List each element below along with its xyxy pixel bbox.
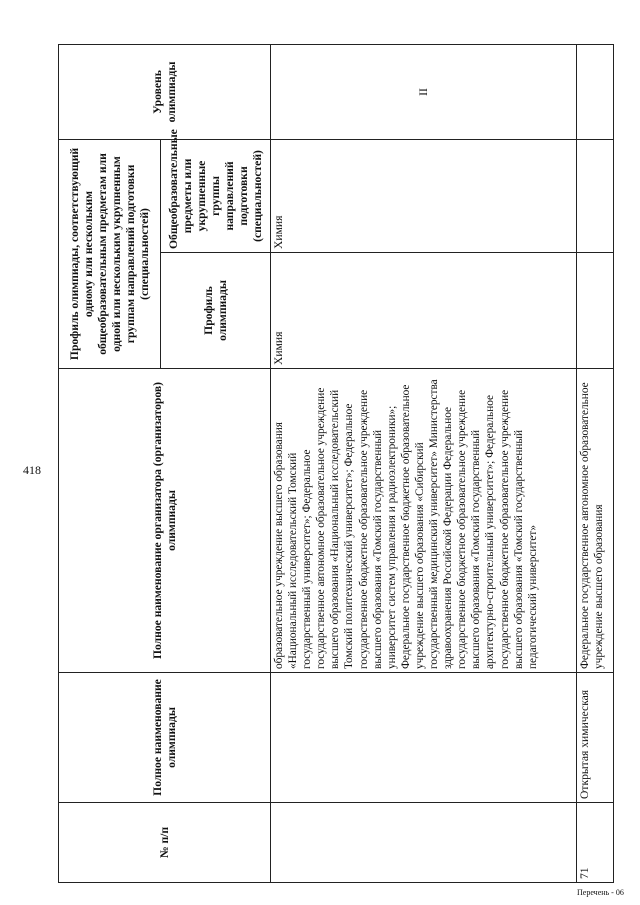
header-organizer: Полное наименование организатора (организаторов) олимпиады [59, 369, 271, 673]
header-level: Уровень олимпиады [59, 45, 271, 140]
header-subjects: Общеобразовательные предметы или укрупненные группы направлений подготовки (специальностей) [161, 140, 271, 253]
page-number: 418 [23, 463, 41, 477]
header-profile: Профиль олимпиады [161, 253, 271, 369]
header-profile-group: Профиль олимпиады, соответствующий одному или нескольким общеобразовательным предметам или одной или нескольким укрупненным группам направлений подготовки (специальностей) [59, 140, 161, 369]
row-num [271, 803, 577, 883]
row-num: 71 [577, 803, 614, 883]
row-organizer: образовательное учреждение высшего образования «Национальный исследовательский Томский государственный университет»; Федеральное государственное автономное образовательное учреждение высшего образования «Национальный исследовательский Томский политехнический университет»; Федеральное государственное бюджетное образовательное учреждение высшего образования «Томский государственный университет систем управления и радиоэлектроники»; Федеральное государственное бюджетное образовательное учреждение высшего образования «Сибирский государственный медицинский университет» Министерства здравоохранения Российской Федерации Федеральное государственное бюджетное образовательное учреждение высшего образования «Томский государственный архитектурно-строительный университет»; Федеральное государственное бюджетное образовательное учреждение высшего образования «Томский государственный педагогический университет» [271, 369, 577, 673]
row-subjects: Химия [271, 140, 577, 253]
footer-note: Перечень - 06 [577, 888, 624, 897]
row-level [577, 45, 614, 140]
row-olympiad-name [271, 673, 577, 803]
olympiad-table [58, 44, 614, 883]
header-num: № п/п [59, 803, 271, 883]
row-profile [577, 253, 614, 369]
table-row [577, 45, 614, 883]
olympiad-table-container [58, 45, 613, 883]
row-level: II [271, 45, 577, 140]
row-profile: Химия [271, 253, 577, 369]
header-row-1 [59, 45, 161, 883]
row-organizer: Федеральное государственное автономное образовательное учреждение высшего образования [577, 369, 614, 673]
row-olympiad-name: Открытая химическая [577, 673, 614, 803]
table-row [271, 45, 577, 883]
row-subjects [577, 140, 614, 253]
header-name: Полное наименование олимпиады [59, 673, 271, 803]
